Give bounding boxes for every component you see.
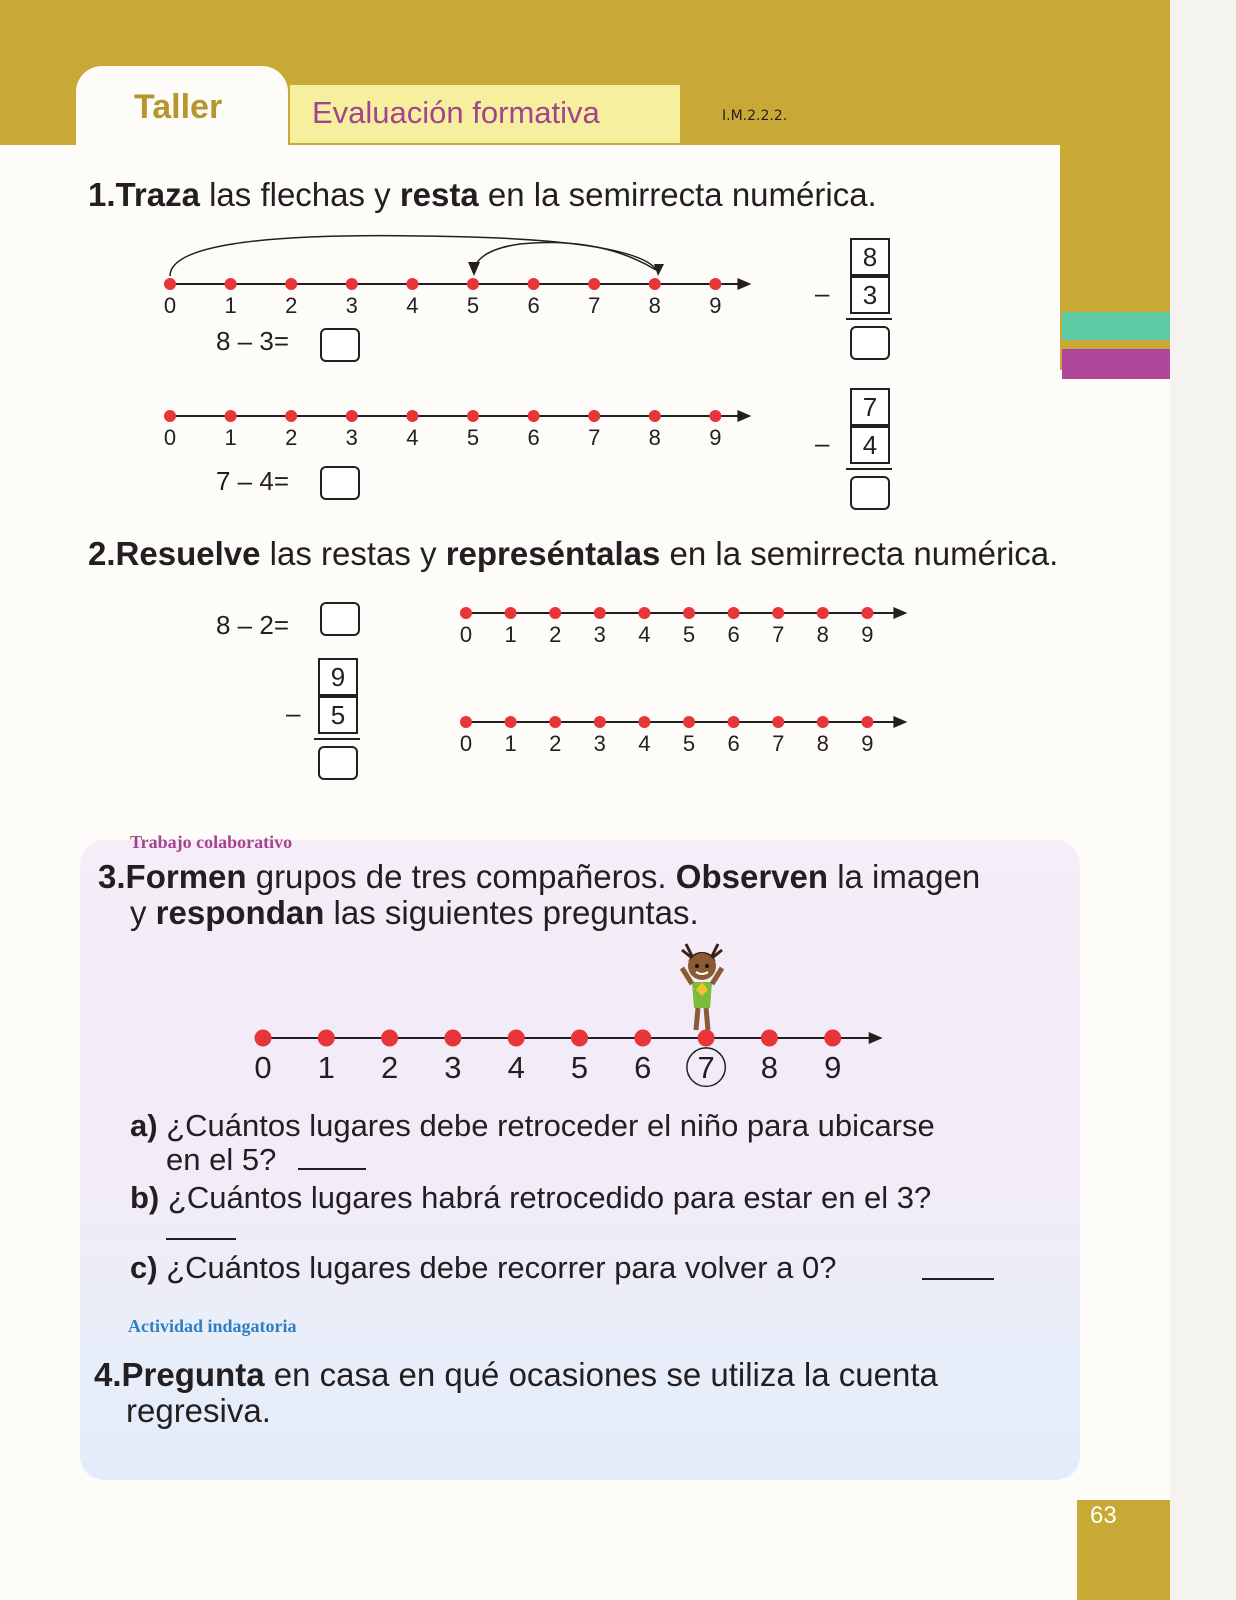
q3a-line2: en el 5? — [166, 1142, 277, 1177]
q3c — [130, 1250, 837, 1286]
q2-text2: en la semirrecta numérica. — [660, 535, 1059, 572]
tick-label: 8 — [816, 731, 829, 756]
q1-number: 1. — [88, 176, 116, 213]
tab-taller-label: Taller — [134, 88, 223, 126]
q1-eq2: 7 – 4= — [216, 466, 290, 496]
tick-label: 5 — [682, 731, 696, 756]
q3-word-observen: Observen — [675, 858, 829, 895]
tick-label: 4 — [406, 293, 419, 318]
number-line-dot — [444, 1030, 461, 1047]
tab-evaluacion-label: Evaluación formativa — [312, 95, 600, 130]
q1-vertical2-bottom: 4 — [850, 426, 890, 464]
q3c-label: c) — [130, 1250, 158, 1285]
tick-label: 6 — [727, 622, 740, 647]
tick-label: 6 — [527, 425, 540, 450]
q2-text1: las restas y — [260, 535, 446, 572]
tick-label: 1 — [224, 293, 237, 318]
tick-label: 0 — [459, 622, 473, 647]
tick-label: 0 — [459, 731, 473, 756]
tick-label: 3 — [444, 1050, 462, 1085]
page-number: 63 — [1090, 1502, 1117, 1529]
tick-label: 4 — [507, 1050, 525, 1085]
tick-label: 8 — [648, 293, 661, 318]
tick-label: 7 — [772, 731, 785, 756]
q3a-answer-line[interactable] — [298, 1168, 366, 1170]
tick-label: 6 — [727, 731, 740, 756]
tick-label: 2 — [380, 1050, 399, 1085]
tick-label: 1 — [224, 425, 237, 450]
tick-label: 3 — [593, 622, 606, 647]
tick-label: 2 — [549, 622, 562, 647]
tick-label: 6 — [634, 1050, 652, 1085]
q4-word-pregunta: Pregunta — [121, 1356, 265, 1393]
q1-text1: las flechas y — [199, 176, 400, 213]
q3c-answer-line[interactable] — [922, 1278, 994, 1280]
q3-text3: las siguientes preguntas. — [324, 894, 699, 931]
tick-label: 0 — [254, 1050, 272, 1085]
q1-word-resta: resta — [399, 176, 479, 213]
tick-label: 9 — [709, 293, 722, 318]
tick-label: 3 — [593, 731, 606, 756]
number-line-dot — [318, 1030, 335, 1047]
minus-sign: – — [286, 698, 301, 728]
collab-label: Trabajo colaborativo — [130, 832, 293, 852]
q3-word-respondan: respondan — [155, 894, 325, 931]
q4-line2: regresiva. — [126, 1392, 271, 1429]
number-line-dot — [761, 1030, 778, 1047]
tick-label: 6 — [527, 293, 540, 318]
q2-number: 2. — [88, 535, 116, 572]
minus-sign: – — [815, 428, 830, 458]
number-line-dot — [634, 1030, 651, 1047]
tick-label: 8 — [648, 425, 661, 450]
q4-text1: en casa en qué ocasiones se utiliza la cuenta — [264, 1356, 938, 1393]
q1-word-traza: Traza — [115, 176, 200, 213]
q3a-label: a) — [130, 1108, 158, 1143]
q2-word-representalas: represéntalas — [445, 535, 661, 572]
q3-text1: grupos de tres compañeros. — [246, 858, 676, 895]
number-line-dot — [255, 1030, 272, 1047]
q3-text2: la imagen — [828, 858, 981, 895]
tick-label: 0 — [163, 293, 177, 318]
q3b-text: ¿Cuántos lugares habrá retrocedido para estar en el 3? — [159, 1180, 932, 1215]
q3a — [130, 1108, 935, 1144]
tick-label: 9 — [861, 622, 874, 647]
q2-eq1: 8 – 2= — [216, 610, 290, 640]
q3-number: 3. — [98, 858, 126, 895]
tick-label: 5 — [466, 293, 480, 318]
q2-vertical-bottom: 5 — [318, 696, 358, 734]
q3-text-y: y — [130, 894, 156, 931]
number-line-dot — [381, 1030, 398, 1047]
q2-word-resuelve: Resuelve — [115, 535, 261, 572]
q1-vertical1-bottom: 3 — [850, 276, 890, 314]
q2-vertical-top: 9 — [318, 658, 358, 696]
tick-label: 5 — [570, 1050, 589, 1085]
q3c-text: ¿Cuántos lugares debe recorrer para volver a 0? — [157, 1250, 837, 1285]
q4-number: 4. — [94, 1356, 122, 1393]
q3b-label: b) — [130, 1180, 160, 1215]
minus-sign: – — [815, 278, 830, 308]
tick-label: 7 — [588, 425, 601, 450]
q3a-text: ¿Cuántos lugares debe retroceder el niño para ubicarse — [157, 1108, 935, 1143]
tick-label: 4 — [638, 622, 651, 647]
tick-label: 7 — [697, 1050, 715, 1085]
tick-label: 7 — [588, 293, 601, 318]
q4-line1 — [94, 1356, 938, 1394]
q1-text2: en la semirrecta numérica. — [478, 176, 877, 213]
tick-label: 2 — [285, 293, 298, 318]
tick-label: 1 — [504, 731, 517, 756]
arrowhead-icon — [869, 1032, 883, 1044]
tick-label: 3 — [345, 425, 358, 450]
q3-word-formen: Formen — [125, 858, 247, 895]
inquiry-label: Actividad indagatoria — [128, 1316, 297, 1336]
tick-label: 2 — [285, 425, 298, 450]
q1-vertical2-top: 7 — [850, 388, 890, 426]
number-line-dot — [824, 1030, 841, 1047]
q1-vertical1-top: 8 — [850, 238, 890, 276]
tick-label: 1 — [317, 1050, 335, 1085]
tick-label: 3 — [345, 293, 358, 318]
tick-label: 5 — [466, 425, 480, 450]
tick-label: 9 — [709, 425, 722, 450]
tick-label: 9 — [861, 731, 874, 756]
q3b — [130, 1180, 931, 1216]
q1-eq1: 8 – 3= — [216, 326, 290, 356]
tick-label: 4 — [638, 731, 651, 756]
tick-label: 8 — [760, 1050, 779, 1085]
tick-label: 9 — [824, 1050, 842, 1085]
tick-label: 0 — [163, 425, 177, 450]
tick-label: 5 — [682, 622, 696, 647]
tick-label: 7 — [772, 622, 785, 647]
tick-label: 4 — [406, 425, 419, 450]
tick-label: 1 — [504, 622, 517, 647]
number-line-dot — [508, 1030, 525, 1047]
tick-label: 8 — [816, 622, 829, 647]
number-line-dot — [571, 1030, 588, 1047]
tick-label: 2 — [549, 731, 562, 756]
skill-code: I.M.2.2.2. — [722, 108, 788, 124]
q3b-answer-line[interactable] — [166, 1238, 236, 1240]
child-icon — [672, 938, 732, 1034]
